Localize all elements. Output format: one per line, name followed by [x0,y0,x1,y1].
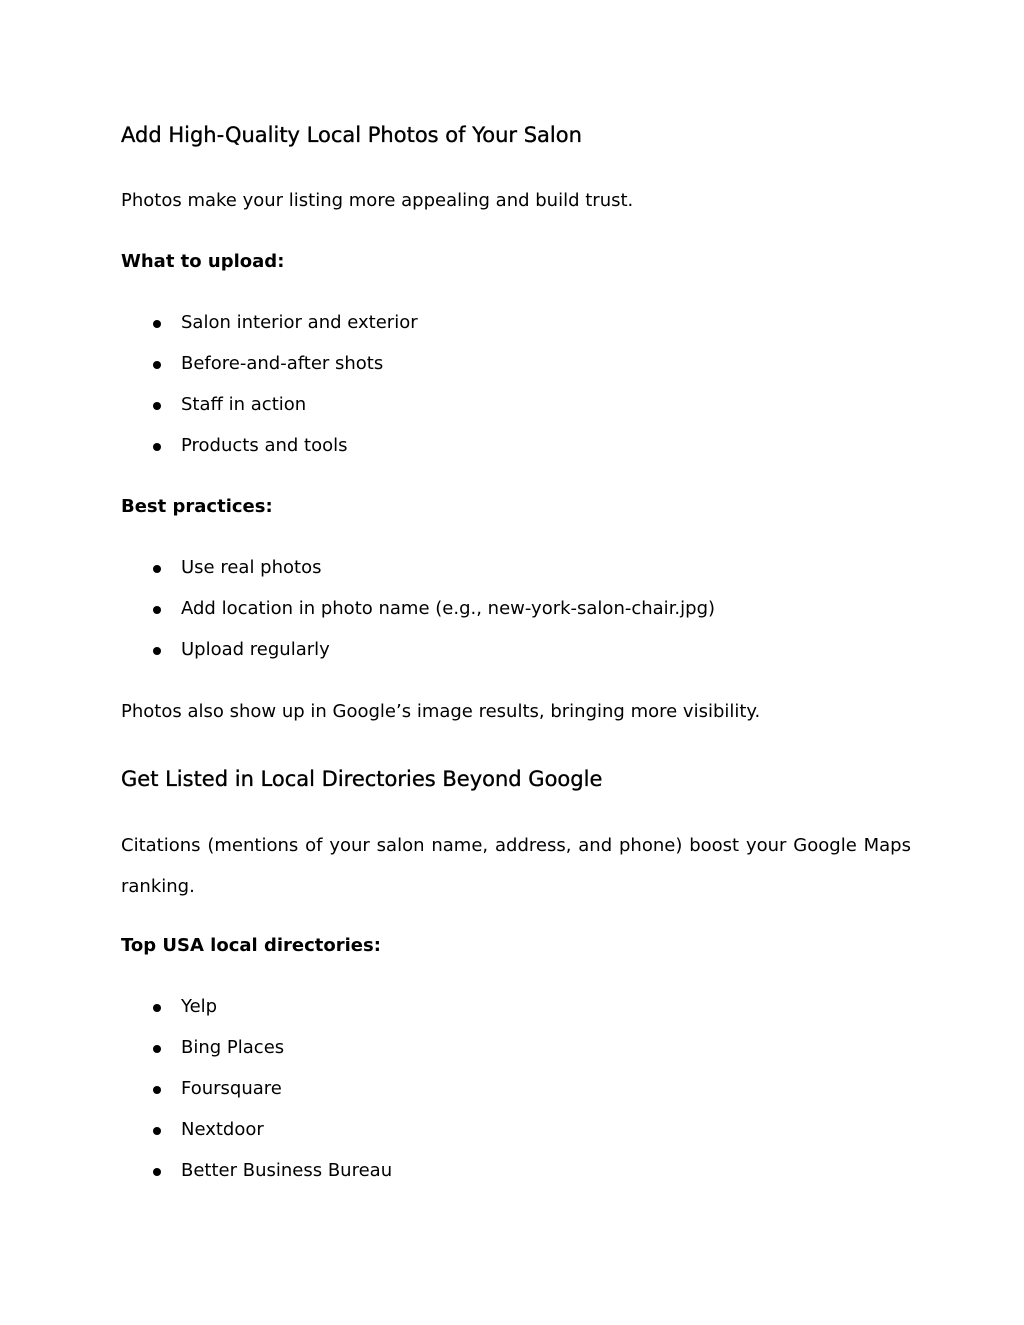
photos-intro-paragraph: Photos make your listing more appealing and build trust. [121,190,634,211]
list-item-text: Bing Places [181,1037,285,1058]
bullet-icon [153,606,161,614]
list-item-text: Nextdoor [181,1119,264,1140]
section-heading-directories: Get Listed in Local Directories Beyond Google [121,767,603,791]
list-item-text: Foursquare [181,1078,282,1099]
list-item-text: Add location in photo name (e.g., new-york-salon-chair.jpg) [181,598,716,619]
list-item-text: Use real photos [181,557,322,578]
photos-outro-paragraph: Photos also show up in Google’s image results, bringing more visibility. [121,701,761,722]
list-item-text: Before-and-after shots [181,353,384,374]
bullet-icon [153,565,161,573]
citations-paragraph: Citations (mentions of your salon name, address, and phone) boost your Google Maps ranking. [121,835,911,897]
bullet-icon [153,361,161,369]
bullet-icon [153,1168,161,1176]
bullet-icon [153,1045,161,1053]
bullet-icon [153,1127,161,1135]
list-item-text: Upload regularly [181,639,330,660]
list-item-text: Yelp [181,996,218,1017]
best-practices-label: Best practices: [121,496,273,517]
list-item-text: Salon interior and exterior [181,312,418,333]
bullet-icon [153,320,161,328]
list-item-text: Staff in action [181,394,307,415]
bullet-icon [153,1004,161,1012]
list-item-text: Products and tools [181,435,348,456]
bullet-icon [153,1086,161,1094]
top-directories-label: Top USA local directories: [121,935,381,956]
bullet-icon [153,443,161,451]
what-to-upload-label: What to upload: [121,251,285,272]
section-heading-photos: Add High-Quality Local Photos of Your Salon [121,123,582,147]
bullet-icon [153,402,161,410]
bullet-icon [153,647,161,655]
list-item-text: Better Business Bureau [181,1160,393,1181]
